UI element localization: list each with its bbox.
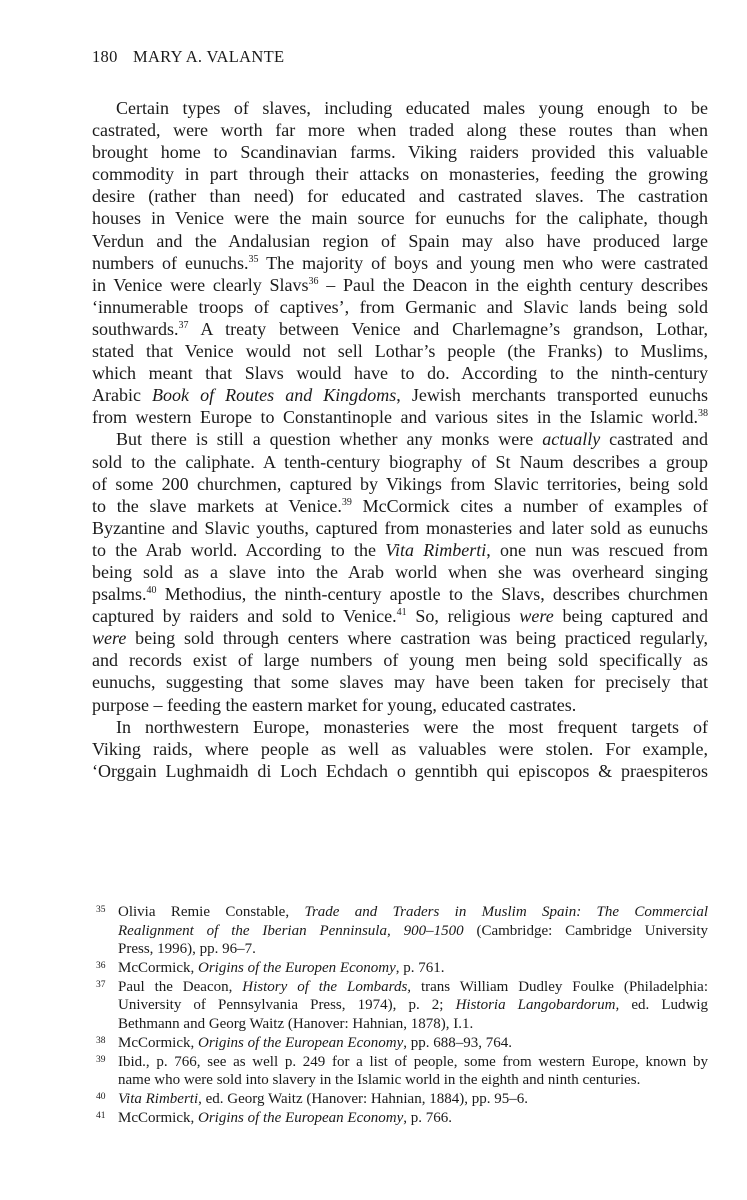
text-line xyxy=(92,163,708,185)
footnote-reference: 37 xyxy=(178,319,189,331)
text-line xyxy=(92,539,708,561)
text-line xyxy=(92,473,708,495)
text-segment: ‘Orggain Lughmaidh di Loch Echdach o genntibh qui episcopos & praespiteros xyxy=(92,760,708,781)
italic-text: Origins of the Europen Economy xyxy=(198,960,396,977)
italic-text: actually xyxy=(542,429,601,450)
text-segment: castrated, were worth far more when traded along these routes than when xyxy=(92,120,708,141)
text-line xyxy=(92,340,708,362)
footnote-number: 37 xyxy=(96,979,106,990)
text-segment: from western Europe to Constantinople and various sites in the Islamic world. xyxy=(92,407,698,428)
text-segment: purpose – feeding the eastern market for young, educated castrates. xyxy=(92,694,577,715)
text-line xyxy=(92,760,708,782)
text-segment: Viking raids, where people as well as valuables were stolen. For example, xyxy=(92,738,708,759)
footnote-number: 38 xyxy=(96,1035,106,1046)
text-line xyxy=(118,1090,708,1109)
text-segment: trans William Dudley Foulke (Philadelphia: xyxy=(411,978,708,995)
text-segment: desire (rather than need) for educated and castrated slaves. The castration xyxy=(92,186,708,207)
text-line xyxy=(92,738,708,760)
italic-text: Vita Rimberti xyxy=(385,539,487,560)
text-line xyxy=(92,716,708,738)
text-segment: McCormick cites a number of examples of xyxy=(351,495,708,516)
page-number: 180 xyxy=(92,47,118,66)
text-segment: captured by raiders and sold to Venice. xyxy=(92,606,397,627)
text-segment: in Venice were clearly Slavs xyxy=(92,274,309,295)
italic-text: Realignment of the Iberian Penninsula, 900–1500 xyxy=(118,922,464,939)
text-segment: stated that Venice would not sell Lothar’s people (the Franks) to Muslims, xyxy=(92,341,708,362)
text-segment: Verdun and the Andalusian region of Spain may also have produced large xyxy=(92,230,708,251)
text-segment: Bethmann and Georg Waitz (Hanover: Hahnian, 1878), I.1. xyxy=(118,1016,474,1033)
footnote xyxy=(96,1053,708,1090)
text-line xyxy=(92,141,708,163)
italic-text: Vita Rimberti xyxy=(118,1090,199,1107)
text-segment: castrated and xyxy=(600,429,709,450)
text-line xyxy=(92,207,708,229)
text-segment: of some 200 churchmen, captured by Vikings from Slavic territories, being sold xyxy=(92,473,708,494)
text-segment: eunuchs, suggesting that some slaves may have been taken for precisely that xyxy=(92,672,708,693)
text-segment: being sold as a slave into the Arab world when she was overheard singing xyxy=(92,561,708,582)
paragraph xyxy=(92,716,708,782)
text-line xyxy=(92,119,708,141)
text-segment: being sold through centers where castration was being practiced regularly, xyxy=(126,628,708,649)
text-segment: Press, 1996), pp. 96–7. xyxy=(118,941,256,958)
text-segment: to the Arab world. According to the xyxy=(92,539,386,560)
text-line xyxy=(92,185,708,207)
text-segment: , p. 761. xyxy=(395,960,445,977)
text-line xyxy=(92,230,708,252)
text-segment: Arabic xyxy=(92,385,153,406)
text-segment: Certain types of slaves, including educated males young enough to be xyxy=(116,98,708,118)
text-line xyxy=(118,978,708,997)
text-line xyxy=(92,583,708,605)
text-segment: , p. 766. xyxy=(403,1109,452,1126)
text-segment: University of Pennsylvania Press, 1974), p. 2; xyxy=(118,997,456,1014)
footnote-reference: 40 xyxy=(146,585,157,597)
text-line xyxy=(92,451,708,473)
text-segment: (Cambridge: Cambridge University xyxy=(463,922,708,939)
running-head-author: MARY A. VALANTE xyxy=(133,47,285,66)
text-line xyxy=(118,903,708,922)
text-segment: houses in Venice were the main source for eunuchs for the caliphate, though xyxy=(92,208,708,229)
text-line xyxy=(118,922,708,941)
text-line xyxy=(92,384,708,406)
text-line xyxy=(92,517,708,539)
footnote xyxy=(96,1109,708,1128)
footnote-number: 40 xyxy=(96,1091,106,1102)
footnote xyxy=(96,1034,708,1053)
text-line xyxy=(92,694,708,716)
text-line xyxy=(92,318,708,340)
footnote xyxy=(96,1090,708,1109)
text-segment: sold to the caliphate. A tenth-century biography of St Naum describes a group xyxy=(92,451,708,472)
text-segment: , pp. 688–93, 764. xyxy=(403,1034,512,1051)
footnote-number: 35 xyxy=(96,905,106,915)
paragraph xyxy=(92,97,708,428)
italic-text: were xyxy=(519,606,554,627)
italic-text: Historia Langobardorum, xyxy=(455,997,620,1014)
text-segment: – Paul the Deacon in the eighth century describes xyxy=(318,274,709,295)
text-line xyxy=(118,1071,708,1090)
text-segment: So, religious xyxy=(406,606,520,627)
text-segment: brought home to Scandinavian farms. Viking raiders provided this valuable xyxy=(92,142,708,163)
italic-text: History of the Lombards, xyxy=(242,978,412,995)
text-segment: ‘innumerable troops of captives’, from Germanic and Slavic lands being sold xyxy=(92,296,708,317)
text-segment: southwards. xyxy=(92,318,179,339)
footnotes xyxy=(96,903,708,1127)
text-line xyxy=(92,362,708,384)
footnote-number: 36 xyxy=(96,961,106,972)
footnote-reference: 39 xyxy=(341,496,352,508)
footnote-number: 41 xyxy=(96,1110,106,1121)
text-segment: Methodius, the ninth-century apostle to the Slavs, describes churchmen xyxy=(156,584,708,605)
italic-text: were xyxy=(92,628,127,649)
text-segment: to the slave markets at Venice. xyxy=(92,495,342,516)
footnote-reference: 38 xyxy=(698,408,708,420)
text-line xyxy=(118,996,708,1015)
text-line xyxy=(92,296,708,318)
body-text xyxy=(92,97,708,782)
italic-text: Book of Routes and Kingdoms xyxy=(152,385,397,406)
paragraph xyxy=(92,428,708,715)
text-segment: , Jewish merchants transported eunuchs xyxy=(396,385,708,406)
text-segment: numbers of eunuchs. xyxy=(92,252,249,273)
text-line xyxy=(92,406,708,428)
text-segment: Byzantine and Slavic youths, captured from monasteries and later sold as eunuchs xyxy=(92,517,708,538)
text-segment: and records exist of large numbers of young men being sold specifically as xyxy=(92,650,708,671)
text-segment: name who were sold into slavery in the Islamic world in the eighth and ninth centuries. xyxy=(118,1072,641,1089)
text-segment: McCormick, xyxy=(118,1034,198,1051)
text-segment: But there is still a question whether any monks were xyxy=(116,429,543,450)
text-line xyxy=(92,671,708,693)
running-header xyxy=(92,47,284,67)
footnote-reference: 36 xyxy=(308,275,319,287)
text-line xyxy=(92,561,708,583)
text-segment: Paul the Deacon, xyxy=(118,978,243,995)
text-line xyxy=(92,428,708,450)
text-line xyxy=(118,940,708,959)
italic-text: Origins of the European Economy xyxy=(198,1034,404,1051)
footnote-reference: 41 xyxy=(396,607,407,619)
text-segment: A treaty between Venice and Charlemagne’s grandson, Lothar, xyxy=(188,318,708,339)
text-segment: , one nun was rescued from xyxy=(486,539,708,560)
footnote xyxy=(96,903,708,959)
text-segment: Olivia Remie Constable, xyxy=(118,904,305,920)
footnote xyxy=(96,959,708,978)
text-segment: In northwestern Europe, monasteries were the most frequent targets of xyxy=(116,716,708,737)
text-line xyxy=(118,1109,708,1128)
italic-text: Trade and Traders in Muslim Spain: The Commercial xyxy=(304,904,708,920)
text-segment: Ibid., p. 766, see as well p. 249 for a list of people, some from western Europe, known by xyxy=(118,1053,708,1070)
text-line xyxy=(92,649,708,671)
text-line xyxy=(92,274,708,296)
text-line xyxy=(92,252,708,274)
text-segment: ed. Ludwig xyxy=(619,997,708,1014)
text-line xyxy=(118,1015,708,1034)
text-segment: The majority of boys and young men who were castrated xyxy=(258,252,708,273)
text-segment: , ed. Georg Waitz (Hanover: Hahnian, 1884), pp. 95–6. xyxy=(198,1090,528,1107)
text-segment: psalms. xyxy=(92,584,147,605)
footnote xyxy=(96,978,708,1034)
footnote-number: 39 xyxy=(96,1054,106,1065)
text-line xyxy=(118,1034,708,1053)
text-line xyxy=(92,97,708,119)
text-line xyxy=(118,959,708,978)
text-segment: McCormick, xyxy=(118,1109,198,1126)
text-segment: which meant that Slavs would have to do. According to the ninth-century xyxy=(92,363,708,384)
text-line xyxy=(92,495,708,517)
text-segment: being captured and xyxy=(553,606,708,627)
text-line xyxy=(92,605,708,627)
text-line xyxy=(118,1053,708,1072)
footnote-reference: 35 xyxy=(248,253,259,265)
text-segment: McCormick, xyxy=(118,960,198,977)
italic-text: Origins of the European Economy xyxy=(198,1109,404,1126)
text-line xyxy=(92,627,708,649)
text-segment: commodity in part through their attacks on monasteries, feeding the growing xyxy=(92,164,708,185)
